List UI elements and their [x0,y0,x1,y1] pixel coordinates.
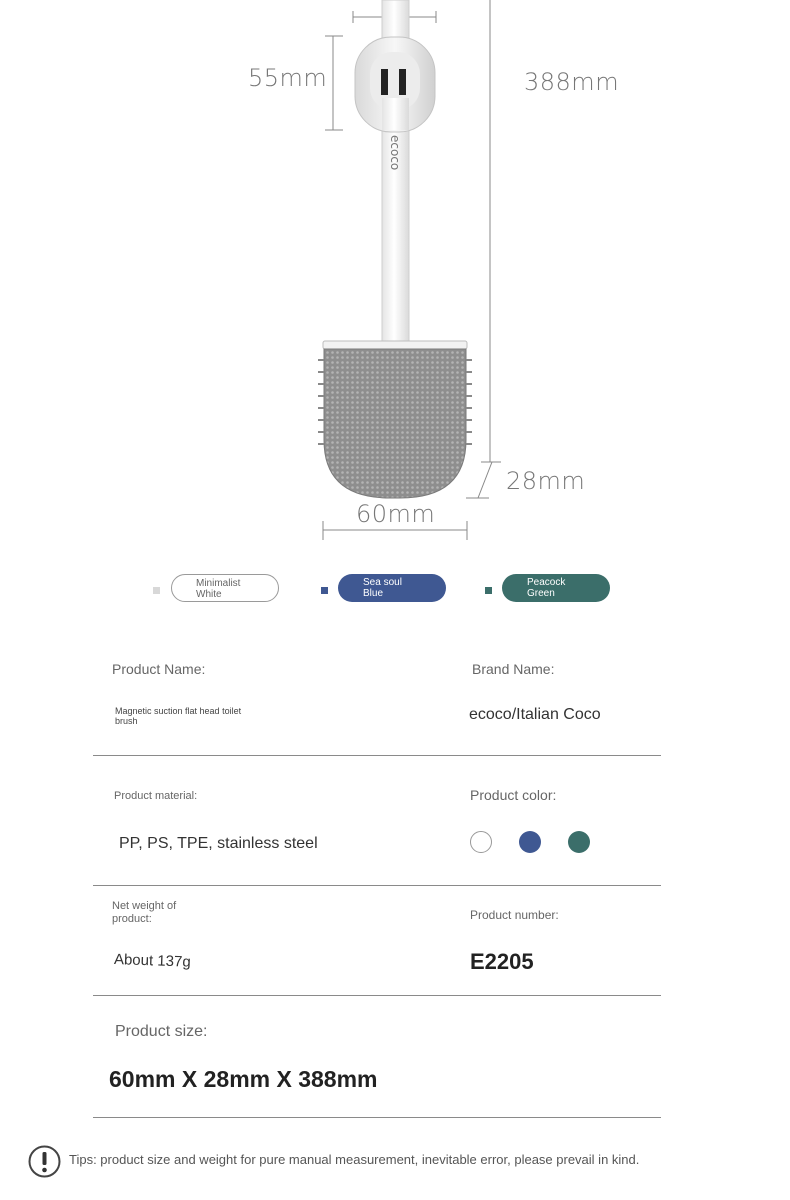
product-size-value: 60mm X 28mm X 388mm [109,1066,378,1092]
product-name-label: Product Name: [112,661,206,677]
brush-head-cap [323,341,467,349]
product-number-value: E2205 [470,949,534,974]
divider [93,1117,661,1118]
product-number-label: Product number: [470,908,559,922]
net-weight-value: About 137g [113,951,191,971]
material-label: Product material: [114,790,198,802]
color-option-label-line1: Minimalist [196,578,241,589]
product-size-label: Product size: [115,1023,208,1040]
color-square-blue [321,587,328,594]
tips-text: Tips: product size and weight for pure manual measurement, inevitable error, please prevail in kind. [69,1152,640,1167]
color-option-white[interactable] [171,574,279,602]
color-dot-white [470,831,492,853]
head-depth-label: 28mm [506,467,586,495]
color-option-label-line2: White [196,589,222,600]
color-option-green[interactable] [502,574,610,602]
color-option-label-line2: Blue [363,588,384,599]
brand-name-label: Brand Name: [472,661,555,677]
brush-bristles [324,349,466,498]
total-height-label: 388mm [524,68,620,96]
head-width-label: 60mm [356,500,436,528]
brand-name-value: ecoco/Italian Coco [469,706,601,723]
clip-height-guide [325,36,343,130]
color-option-label-line2: Green [527,588,555,599]
color-square-green [485,587,492,594]
divider [93,755,661,756]
color-option-label-line1: Peacock [527,577,566,588]
net-weight-label: Net weight of product: [112,900,177,925]
divider [93,885,661,886]
exclamation-circle-icon [28,1145,61,1178]
clip-height-label: 55mm [248,64,328,92]
product-color-label: Product color: [470,787,557,803]
color-dot-blue [519,831,541,853]
color-option-label-line1: Sea soul [363,577,402,588]
divider [93,995,661,996]
toilet-brush-illustration [0,0,790,560]
handle-logo: ecoco [388,135,402,171]
product-name-value: Magnetic suction flat head toilet brush [115,706,242,726]
color-dot-green [568,831,590,853]
color-square-white [153,587,160,594]
color-option-blue[interactable] [338,574,446,602]
material-value: PP, PS, TPE, stainless steel [119,835,318,852]
total-height-guide [481,0,501,462]
head-depth-guide [466,462,492,498]
